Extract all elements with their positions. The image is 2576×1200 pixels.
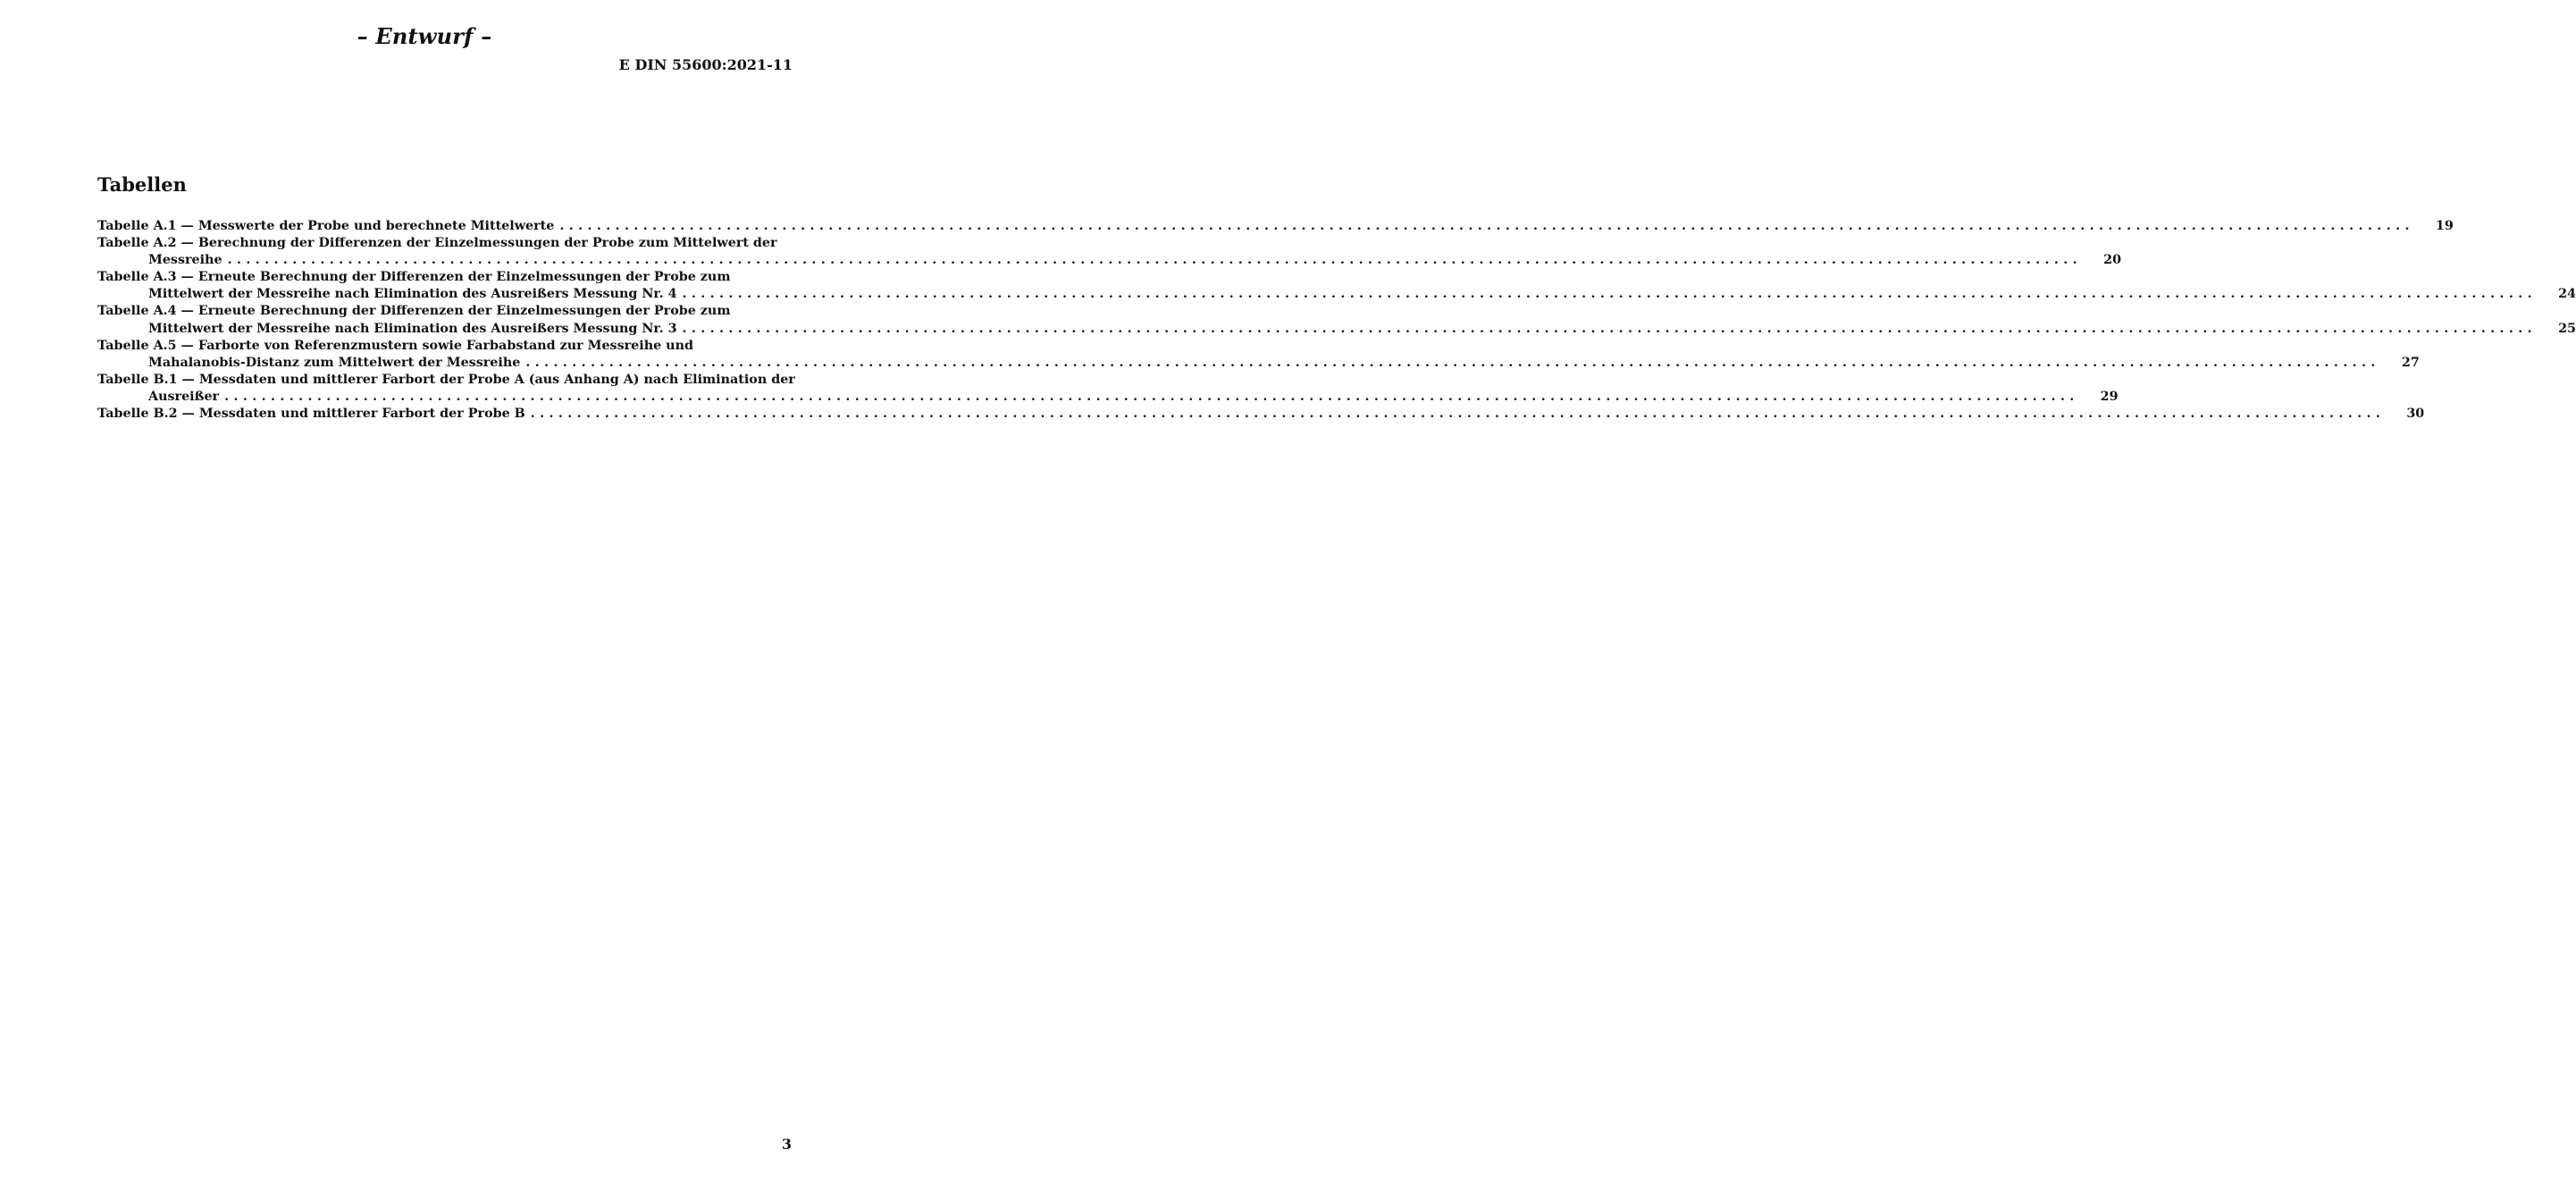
toc-entry-line-continued (97, 286, 2576, 303)
toc-entry-table-a5[interactable] (97, 338, 2420, 372)
dot-leader: ........................................................................................................................................................................................................ (682, 321, 2538, 336)
toc-entry-page: 27 (2401, 355, 2420, 370)
toc-entry-title-continued: Ausreißer (148, 389, 220, 404)
toc-entry-page: 29 (2100, 389, 2119, 404)
dot-leader: ........................................................................................................................................................................................................ (224, 389, 2079, 404)
toc-entry-table-a2[interactable] (97, 235, 2122, 269)
toc-entry-page: 19 (2435, 219, 2454, 233)
table-of-tables (97, 218, 2576, 423)
toc-entry-table-b1[interactable] (97, 372, 2119, 406)
toc-entry-table-a3[interactable] (97, 269, 2576, 303)
toc-entry-title: Tabelle A.4 — Erneute Berechnung der Differenzen der Einzelmessungen der Probe zum (97, 304, 731, 319)
toc-entry-page: 24 (2558, 287, 2576, 302)
toc-entry-title: Tabelle A.2 — Berechnung der Differenzen der Einzelmessungen der Probe zum Mittelwert der (97, 236, 777, 251)
toc-entry-line (97, 235, 792, 252)
document-identifier: E DIN 55600:2021-11 (618, 56, 793, 73)
toc-entry-line (97, 218, 2454, 235)
toc-entry-table-a1[interactable] (97, 218, 2454, 235)
page-number: 3 (781, 1136, 792, 1153)
draft-watermark-heading: – Entwurf – (357, 23, 492, 49)
toc-entry-page: 30 (2406, 407, 2425, 422)
dot-leader: ........................................................................................................................................................................................................ (682, 287, 2538, 302)
toc-entry-line (97, 303, 792, 320)
toc-entry-line-continued (97, 321, 2576, 338)
toc-entry-page: 25 (2558, 321, 2576, 336)
dot-leader: ........................................................................................................................................................................................................ (559, 219, 2414, 233)
toc-entry-title: Tabelle B.1 — Messdaten und mittlerer Farbort der Probe A (aus Anhang A) nach Elimination der (97, 372, 795, 387)
dot-leader: ........................................................................................................................................................................................................ (525, 355, 2380, 370)
toc-entry-table-a4[interactable] (97, 303, 2576, 337)
toc-entry-title: Tabelle A.1 — Messwerte der Probe und berechnete Mittelwerte (97, 219, 555, 233)
toc-entry-title: Tabelle A.3 — Erneute Berechnung der Differenzen der Einzelmessungen der Probe zum (97, 270, 731, 285)
toc-entry-title-continued: Mittelwert der Messreihe nach Elimination des Ausreißers Messung Nr. 4 (148, 287, 677, 302)
toc-entry-title-continued: Messreihe (148, 253, 222, 268)
toc-entry-table-b2[interactable] (97, 406, 2425, 423)
toc-entry-line (97, 338, 792, 355)
dot-leader: ........................................................................................................................................................................................................ (227, 253, 2083, 268)
toc-entry-title-continued: Mahalanobis-Distanz zum Mittelwert der Messreihe (148, 355, 521, 370)
section-title: Tabellen (97, 173, 187, 196)
toc-entry-line-continued (97, 355, 2420, 372)
toc-entry-title-continued: Mittelwert der Messreihe nach Elimination des Ausreißers Messung Nr. 3 (148, 321, 677, 336)
toc-entry-page: 20 (2103, 253, 2122, 268)
toc-entry-title: Tabelle A.5 — Farborte von Referenzmustern sowie Farbabstand zur Messreihe und (97, 338, 693, 353)
toc-entry-line (97, 406, 2425, 423)
toc-entry-title: Tabelle B.2 — Messdaten und mittlerer Farbort der Probe B (97, 407, 525, 422)
toc-entry-line-continued (97, 252, 2122, 269)
toc-entry-line-continued (97, 389, 2119, 406)
dot-leader: ........................................................................................................................................................................................................ (530, 407, 2386, 422)
toc-entry-line (97, 372, 795, 389)
toc-entry-line (97, 269, 792, 286)
